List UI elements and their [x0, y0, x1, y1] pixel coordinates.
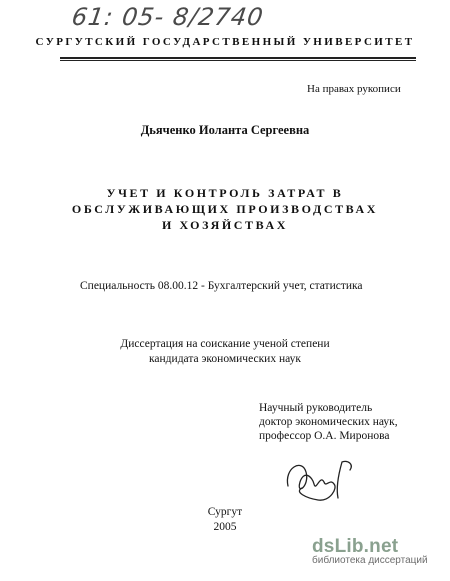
university-name: СУРГУТСКИЙ ГОСУДАРСТВЕННЫЙ УНИВЕРСИТЕТ: [35, 36, 415, 48]
manuscript-rights-note: На правах рукописи: [307, 83, 401, 95]
city: Сургут: [207, 506, 243, 518]
watermark-caption: библиотека диссертаций: [312, 555, 428, 566]
degree-statement: [0, 337, 450, 367]
archive-number-handwritten: 61: 05- 8/2740: [70, 3, 266, 31]
author-name: Дьяченко Иоланта Сергеевна: [140, 123, 310, 137]
city-year: [0, 505, 450, 535]
title-line: УЧЕТ И КОНТРОЛЬ ЗАТРАТ В: [106, 186, 344, 200]
supervisor-line: Научный руководитель: [259, 402, 373, 414]
watermark-logo: dsLib.net: [312, 536, 399, 557]
handwritten-signature: [280, 452, 370, 513]
supervisor-line: профессор О.А. Миронова: [259, 430, 390, 442]
dissertation-title: [0, 185, 450, 233]
header-rule-thin: [60, 60, 416, 61]
specialty-line: Специальность 08.00.12 - Бухгалтерский учет, статистика: [80, 280, 363, 292]
title-line: И ХОЗЯЙСТВАХ: [161, 218, 289, 232]
supervisor-block: [259, 401, 398, 443]
year: 2005: [213, 521, 237, 533]
watermark: [312, 536, 428, 566]
degree-line: Диссертация на соискание ученой степени: [120, 338, 330, 350]
title-line: ОБСЛУЖИВАЮЩИХ ПРОИЗВОДСТВАХ: [71, 202, 379, 216]
header-rule: [60, 57, 416, 59]
degree-line: кандидата экономических наук: [149, 353, 301, 365]
supervisor-line: доктор экономических наук,: [259, 416, 398, 428]
